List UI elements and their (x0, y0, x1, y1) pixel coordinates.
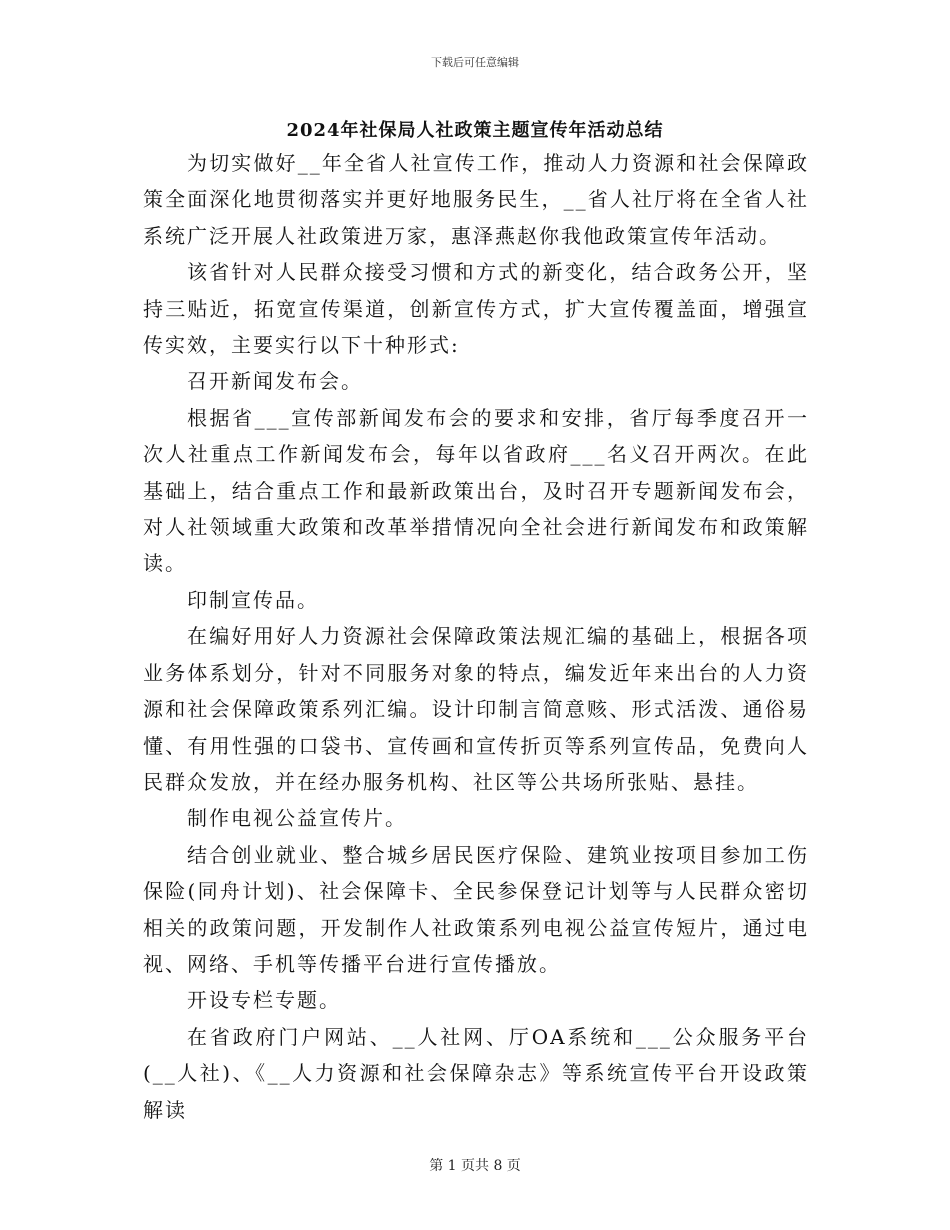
paragraph: 在编好用好人力资源社会保障政策法规汇编的基础上，根据各项业务体系划分，针对不同服务对象的特点，编发近年来出台的人力资源和社会保障政策系列汇编。设计印制言简意赅、形式活泼、通俗易懂、有用性强的口袋书、宣传画和宣传折页等系列宣传品，免费向人民群众发放，并在经办服务机构、社区等公共场所张贴、悬挂。 (143, 624, 809, 794)
paragraph: 在省政府门户网站、__人社网、厅OA系统和___公众服务平台(__人社)、《__人力资源和社会保障杂志》等系统宣传平台开设政策解读 (143, 1024, 809, 1122)
paragraph: 根据省___宣传部新闻发布会的要求和安排，省厅每季度召开一次人社重点工作新闻发布会，每年以省政府___名义召开两次。在此基础上，结合重点工作和最新政策出台，及时召开专题新闻发布会，对人社领域重大政策和改革举措情况向全社会进行新闻发布和政策解读。 (143, 405, 809, 576)
paragraph: 该省针对人民群众接受习惯和方式的新变化，结合政务公开，坚持三贴近，拓宽宣传渠道，创新宣传方式，扩大宣传覆盖面，增强宣传实效，主要实行以下十种形式: (143, 260, 809, 358)
section-heading: 召开新闻发布会。 (187, 369, 363, 394)
document-title: 2024年社保局人社政策主题宣传年活动总结 (286, 120, 664, 141)
paragraph: 为切实做好__年全省人社宣传工作，推动人力资源和社会保障政策全面深化地贯彻落实并更好地服务民生，__省人社厅将在全省人社系统广泛开展人社政策进万家，惠泽燕赵你我他政策宣传年活动。 (143, 151, 809, 248)
section-heading: 开设专栏专题。 (187, 988, 341, 1013)
page-number: 第 1 页共 8 页 (429, 1158, 521, 1174)
section-heading: 印制宣传品。 (187, 587, 319, 612)
section-heading: 制作电视公益宣传片。 (187, 806, 407, 831)
document-body (143, 145, 809, 1128)
header-note: 下载后可任意编辑 (431, 56, 519, 69)
paragraph: 结合创业就业、整合城乡居民医疗保险、建筑业按项目参加工伤保险(同舟计划)、社会保障卡、全民参保登记计划等与人民群众密切相关的政策问题，开发制作人社政策系列电视公益宣传短片，通过电视、网络、手机等传播平台进行宣传播放。 (143, 842, 809, 976)
